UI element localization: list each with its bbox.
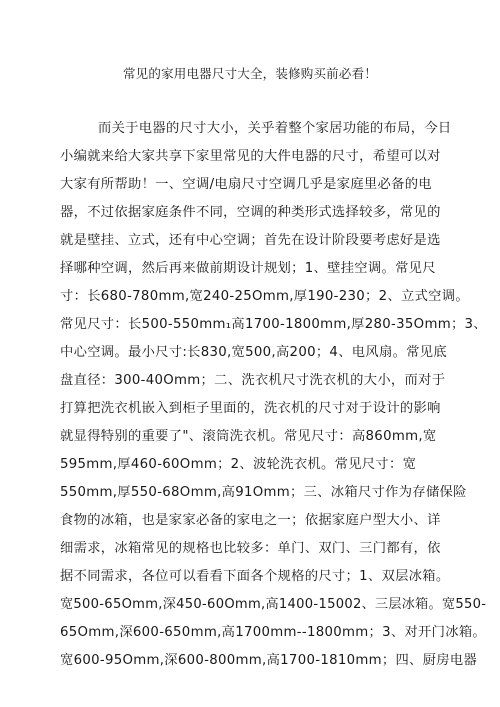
body-line: 细需求，冰箱常见的规格也比较多：单门、双门、三门都有，依 [60,541,441,556]
body-line: 据不同需求，各位可以看看下面各个规格的尺寸；1、双层冰箱。 [60,569,450,584]
body-line: 宽600-95Omm,深600-800mm,高1700-1810mm；四、厨房电器 [60,653,478,668]
body-line: 595mm,厚460-60Omm；2、波轮洗衣机。常见尺寸：宽 [60,457,417,472]
body-line: 器，不过依据家庭条件不同，空调的种类形式选择较多，常见的 [60,205,441,220]
body-line: 而关于电器的尺寸大小，关乎着整个家居功能的布局，今日 [98,121,452,136]
body-line: 食物的冰箱，也是家家必备的家电之一；依据家庭户型大小、详 [60,513,441,528]
body-line: 寸：长680-780mm,宽240-25Omm,厚190-230；2、立式空调。 [60,289,469,304]
document-title: 常见的家用电器尺寸大全，装修购买前必看！ [122,66,377,81]
body-line: 65Omm,深600-650mm,高1700mm--1800mm；3、对开门冰箱。 [60,625,487,640]
body-line: 常见尺寸：长500-550mm₁高1700-1800mm,厚280-35Omm；3、 [60,317,487,332]
body-line: 打算把洗衣机嵌入到柜子里面的，洗衣机的尺寸对于设计的影响 [60,401,441,416]
body-line: 大家有所帮助！一、空调/电扇尺寸空调几乎是家庭里必备的电 [60,177,432,192]
body-line: 就显得特别的重要了"、滚筒洗衣机。常见尺寸：高860mm,宽 [60,429,437,444]
body-line: 就是壁挂、立式，还有中心空调；首先在设计阶段要考虑好是选 [60,233,441,248]
body-line: 择哪种空调，然后再来做前期设计规划；1、壁挂空调。常见尺 [60,261,436,276]
body-line: 宽500-65Omm,深450-60Omm,高1400-15002、三层冰箱。宽550- [60,597,487,612]
body-line: 小编就来给大家共享下家里常见的大件电器的尺寸，希望可以对 [60,149,441,164]
body-line: 550mm,厚550-68Omm,高91Omm；三、冰箱尺寸作为存储保险 [60,485,467,500]
body-line: 中心空调。最小尺寸:长830,宽500,高200；4、电风扇。常见底 [60,345,447,360]
body-line: 盘直径：300-40Omm；二、洗衣机尺寸洗衣机的大小，而对于 [60,373,446,388]
